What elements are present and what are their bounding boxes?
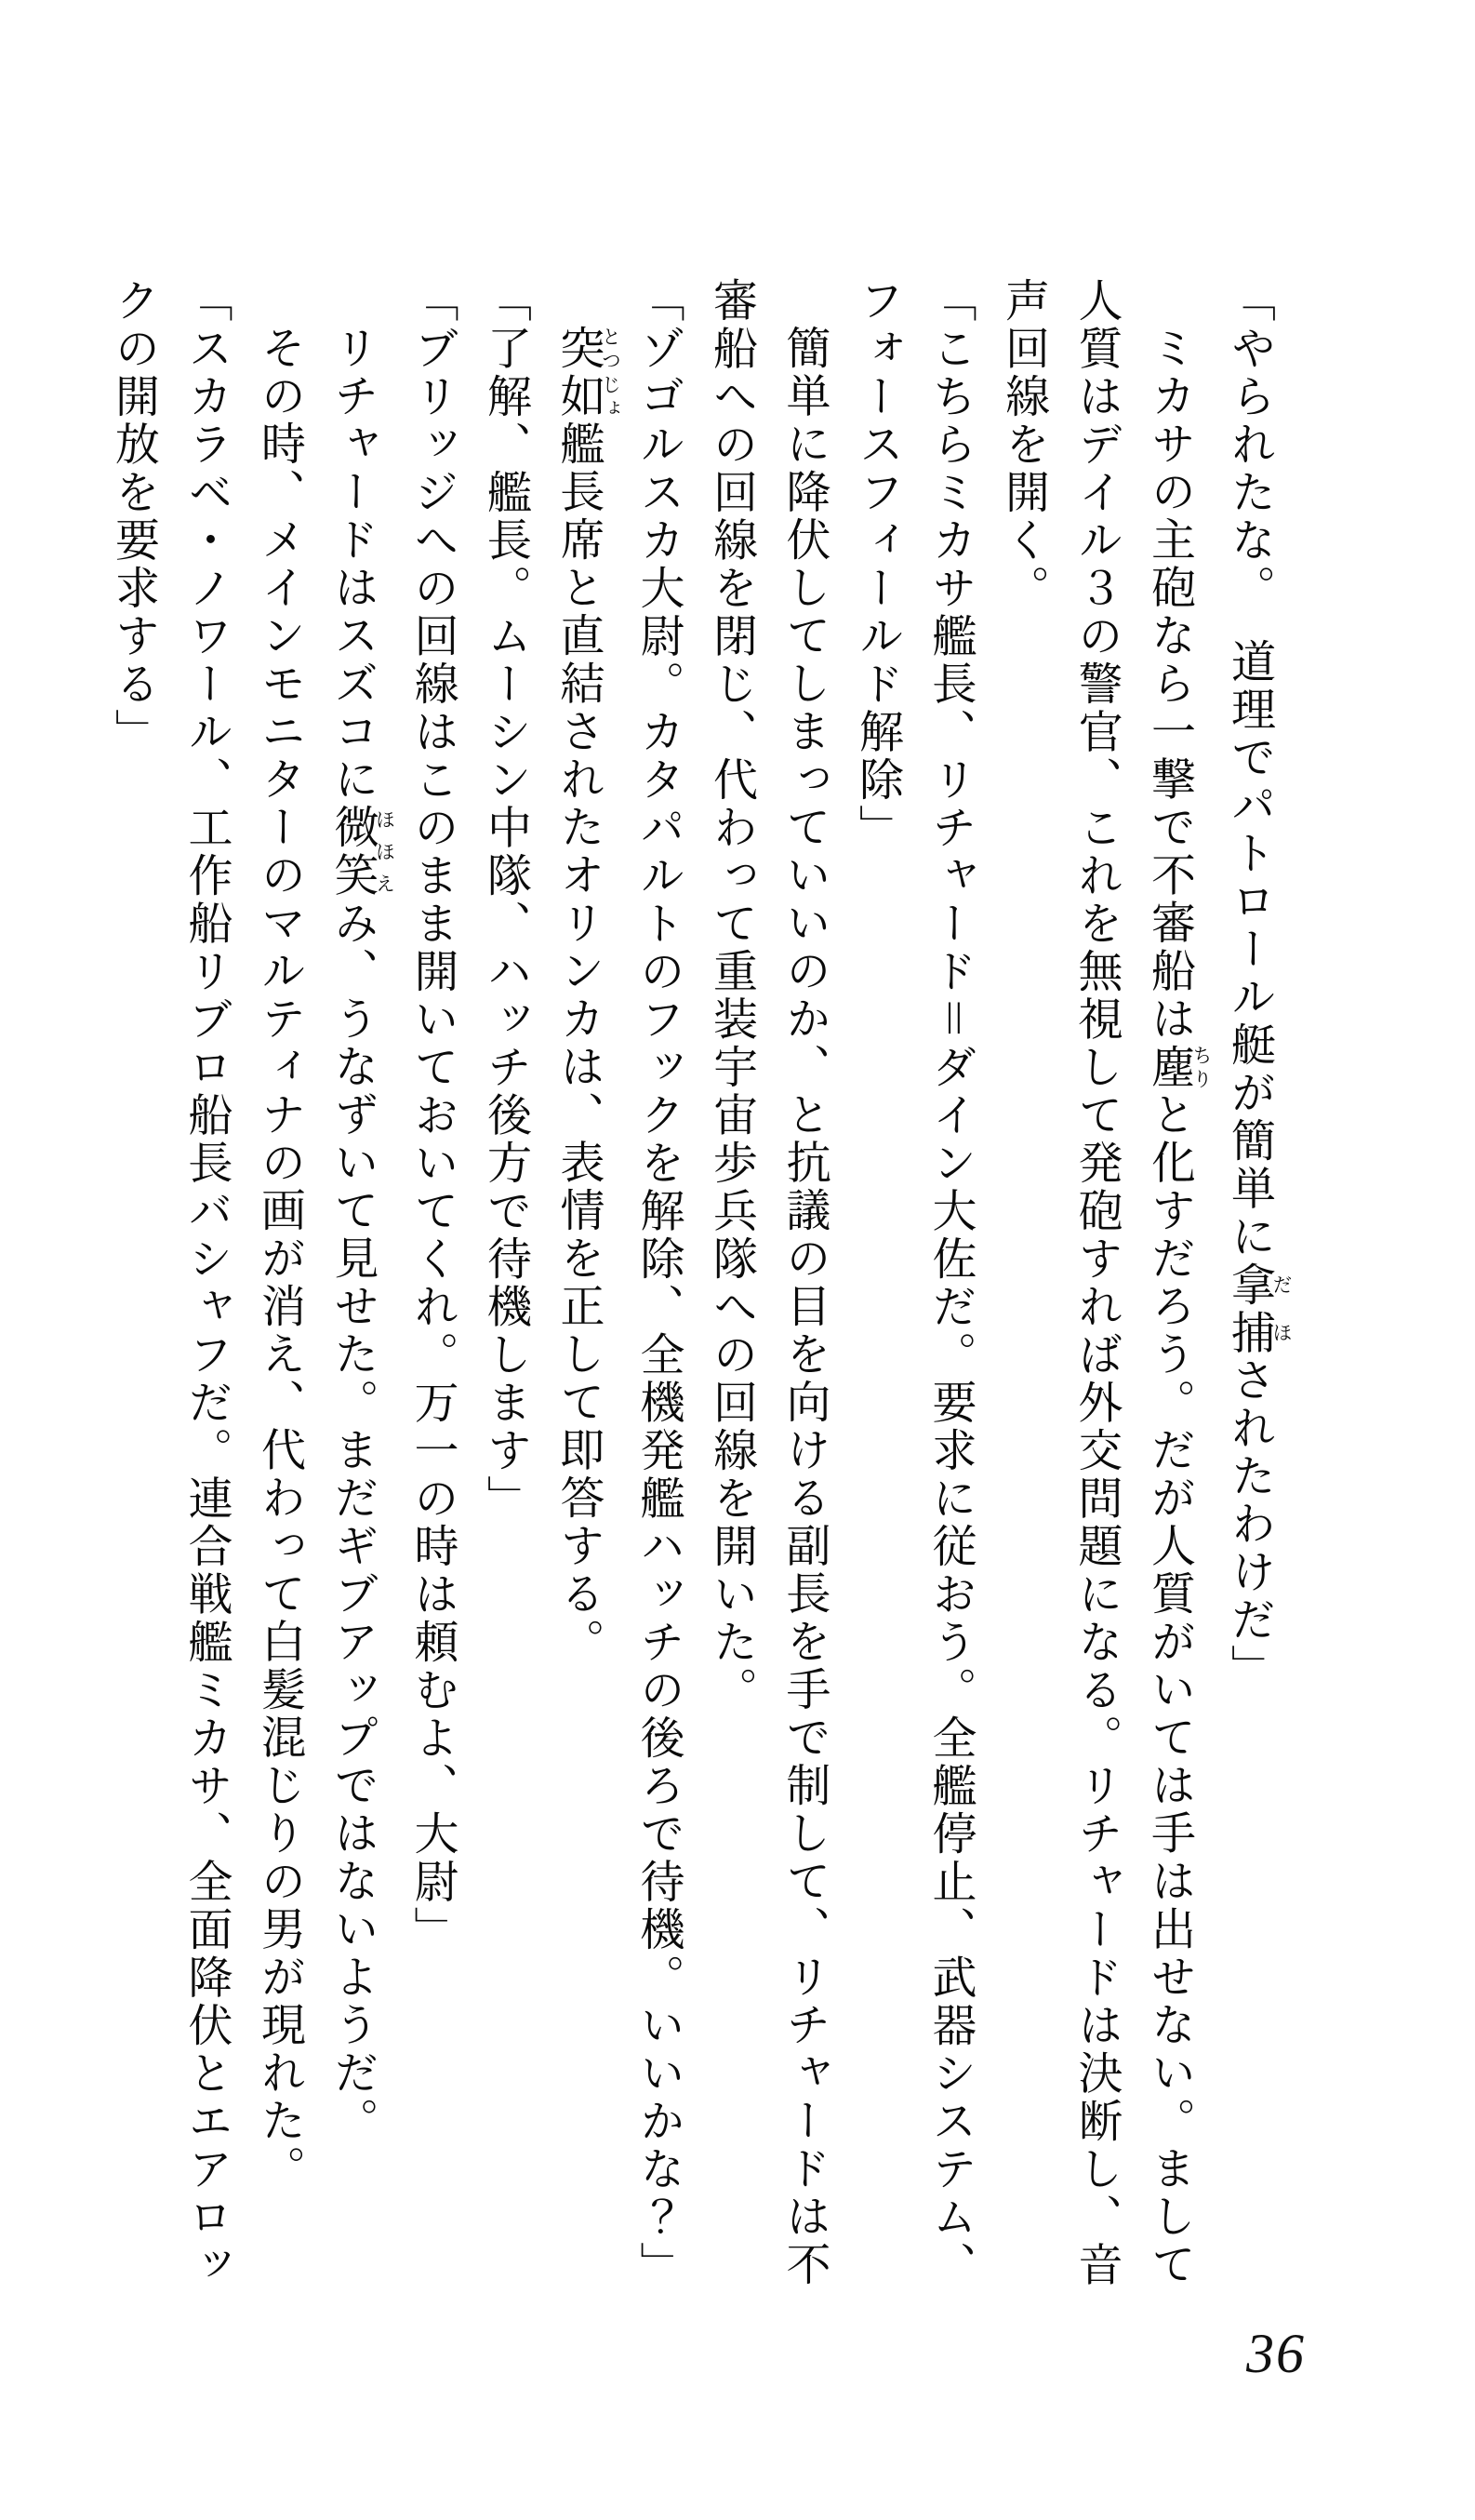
text-column-4: 声回線を開く。: [998, 277, 1048, 613]
text-column-15: 「スカラベ・ノワール、工作船リブロ船長バシャフだ。連合戦艦ミカサ、全面降伏とエアロッ: [181, 277, 231, 2289]
furigana-annotated-word: 塵ちり: [1144, 1043, 1213, 1091]
text-column-3: 人質はデイル３の警官、これを無視して発砲すれば外交問題になる。リチャードは決断し、音: [1071, 277, 1121, 2289]
text-column-5: 「こちらミカサ艦長、リチャード＝ダイン大佐だ。要求に従おう。全艦停止、武器システム、: [925, 277, 975, 2289]
page-number: 36: [1246, 2323, 1306, 2384]
text-column-7: 簡単に降伏してしまっていいのか、と抗議の目を向ける副長を手で制して、リチャードは不: [779, 325, 829, 2289]
text-column-16: クの開放を要求する」: [108, 277, 158, 756]
text-column-11: 「了解、艦長。ムーシン中隊、ハッチ後方で待機します」: [480, 277, 530, 1523]
text-column-1: 「やられたな。 道理でパトロール艇が簡単に拿捕だほされたわけだ」: [1224, 277, 1293, 1692]
furigana-annotated-word: 突如とつじょ: [553, 325, 622, 420]
text-column-13: リチャードはスズコに微笑ほほえみ、うなずいて見せた。まだギブアップではないようだ。: [327, 325, 396, 2145]
text-column-9: 「ゾゴルスカ大尉。カタパルトのフックを解除、全機発艦ハッチの後ろで待機。いいかな？」: [633, 277, 683, 2289]
furigana-annotated-word: 拿捕だほ: [1224, 1260, 1293, 1357]
text-column-12: 「ブリッジへの回線はこのまま開いておいてくれ。万一の時は頼むよ、大尉」: [407, 277, 457, 1954]
text-column-2: ミカサの主砲なら一撃で不審船は塵ちりと化すだろう。だが人質がいては手は出せない。まして: [1144, 325, 1213, 2289]
page-text-block: [96, 277, 1292, 2310]
text-column-14: その時、メインモニターのマルティナの画が消え、代わって白髪混じりの男が現れた。: [254, 325, 304, 2193]
text-column-8: 審船への回線を閉じ、代わって重装宇宙歩兵隊への回線を開いた。: [706, 277, 756, 1714]
text-column-10: 突如とつじょ艦長席と直結されたオリンカは、表情を正して即答する。: [553, 325, 622, 1666]
furigana-annotated-word: 微笑ほほえ: [327, 804, 396, 900]
text-column-6: フォースフィールド解除」: [852, 277, 902, 852]
